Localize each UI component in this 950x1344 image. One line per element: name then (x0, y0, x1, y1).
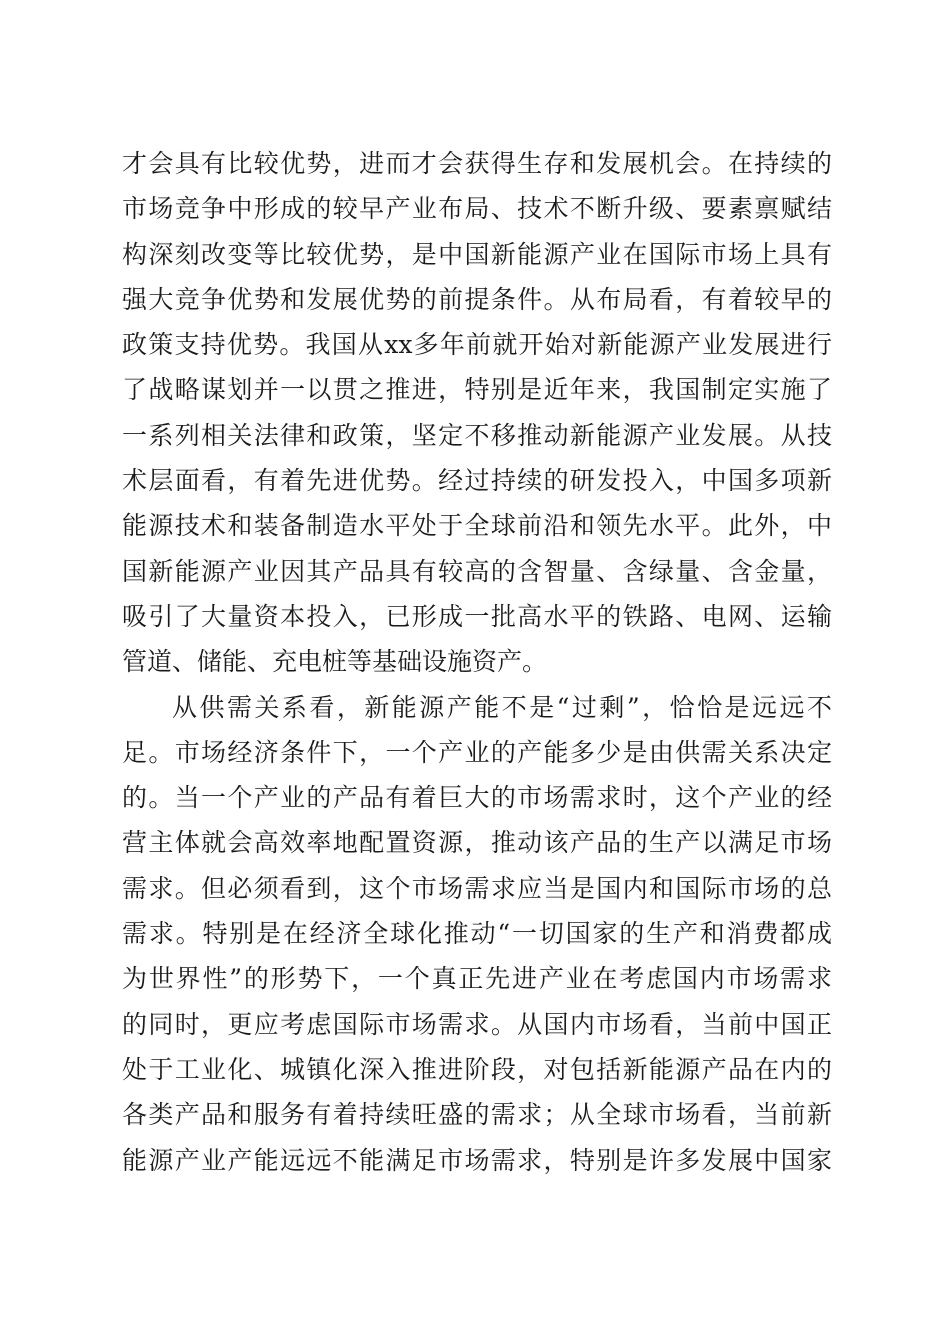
text-line: 需求。特别是在经济全球化推动“一切国家的生产和消费都成 (122, 919, 832, 949)
text-line: 政策支持优势。我国从xx多年前就开始对新能源产业发展进行 (122, 330, 832, 360)
text-line: 术层面看，有着先进优势。经过持续的研发投入，中国多项新 (122, 466, 832, 496)
text-line: 构深刻改变等比较优势，是中国新能源产业在国际市场上具有 (122, 239, 832, 269)
paragraph-end-line: 管道、储能、充电桩等基础设施资产。 (122, 647, 548, 677)
text-line: 需求。但必须看到，这个市场需求应当是国内和国际市场的总 (122, 873, 832, 903)
text-line: 才会具有比较优势，进而才会获得生存和发展机会。在持续的 (122, 149, 832, 178)
text-line: 各类产品和服务有着持续旺盛的需求；从全球市场看，当前新 (122, 1100, 832, 1130)
text-line: 为世界性”的形势下，一个真正先进产业在考虑国内市场需求 (122, 964, 832, 994)
text-line: 强大竞争优势和发展优势的前提条件。从布局看，有着较早的 (122, 284, 832, 314)
text-line: 了战略谋划并一以贯之推进，特别是近年来，我国制定实施了 (122, 375, 832, 405)
text-line: 的同时，更应考虑国际市场需求。从国内市场看，当前中国正 (122, 1009, 832, 1039)
text-line: 吸引了大量资本投入，已形成一批高水平的铁路、电网、运输 (122, 601, 832, 631)
text-line: 能源产业产能远远不能满足市场需求，特别是许多发展中国家 (122, 1145, 832, 1175)
text-line: 能源技术和装备制造水平处于全球前沿和领先水平。此外，中 (122, 511, 832, 541)
body-text (122, 141, 832, 1183)
text-line: 足。市场经济条件下，一个产业的产能多少是由供需关系决定 (122, 737, 832, 767)
text-line: 处于工业化、城镇化深入推进阶段，对包括新能源产品在内的 (122, 1054, 832, 1084)
text-line: 国新能源产业因其产品具有较高的含智量、含绿量、含金量， (122, 556, 832, 586)
text-line: 市场竞争中形成的较早产业布局、技术不断升级、要素禀赋结 (122, 194, 832, 224)
text-line: 的。当一个产业的产品有着巨大的市场需求时，这个产业的经 (122, 783, 832, 813)
paragraph-start-line: 从供需关系看，新能源产能不是“过剩”，恰恰是远远不 (172, 692, 832, 722)
text-line: 一系列相关法律和政策，坚定不移推动新能源产业发展。从技 (122, 420, 832, 450)
text-line: 营主体就会高效率地配置资源，推动该产品的生产以满足市场 (122, 828, 832, 858)
